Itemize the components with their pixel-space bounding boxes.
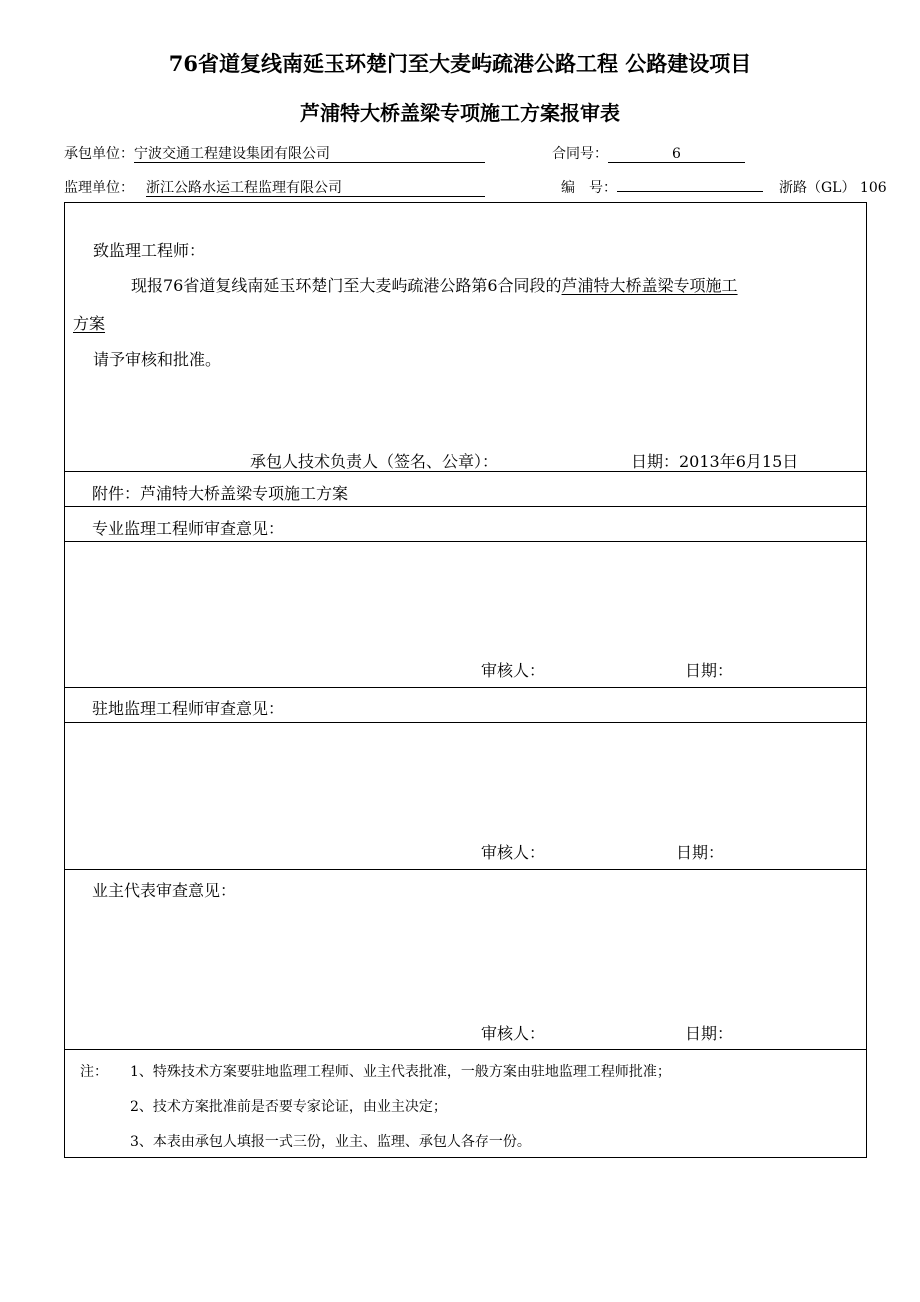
row-divider xyxy=(64,541,867,542)
contractor-value: 宁波交通工程建设集团有限公司 xyxy=(134,146,485,163)
owner-reviewer-label: 审核人： xyxy=(481,1024,546,1043)
serial-label: 编 号： xyxy=(561,180,617,196)
row-divider xyxy=(64,869,867,870)
document-title: 76省道复线南延玉环楚门至大麦屿疏港公路工程 公路建设项目 xyxy=(168,51,752,76)
form-title: 芦浦特大桥盖梁专项施工方案报审表 xyxy=(300,101,620,125)
attachment: 附件：芦浦特大桥盖梁专项施工方案 xyxy=(92,484,349,503)
submission-date: 日期：2013年6月15日 xyxy=(631,452,799,471)
contractor-signer-label: 承包人技术负责人（签名、公章）： xyxy=(250,452,499,471)
note-item: 1、特殊技术方案要驻地监理工程师、业主代表批准，一般方案由驻地监理工程师批准； xyxy=(130,1064,671,1080)
contractor-field xyxy=(64,143,485,163)
row-divider xyxy=(64,687,867,688)
row-divider xyxy=(64,722,867,723)
form-table xyxy=(64,202,867,1158)
row-divider xyxy=(64,1049,867,1050)
professional-reviewer-label: 审核人： xyxy=(481,661,546,680)
plan-name-part1: 芦浦特大桥盖梁专项施工 xyxy=(561,276,738,295)
contract-no-label: 合同号： xyxy=(552,146,608,162)
contract-no-field xyxy=(552,143,745,163)
submission-body xyxy=(131,273,738,296)
form-code: 浙路（GL） 106 xyxy=(779,180,887,196)
professional-review-title: 专业监理工程师审查意见： xyxy=(92,519,285,538)
note-item: 2、技术方案批准前是否要专家论证，由业主决定； xyxy=(130,1099,447,1115)
row-divider xyxy=(64,506,867,507)
serial-field xyxy=(561,177,763,197)
submission-body-text: 现报76省道复线南延玉环楚门至大麦屿疏港公路第6合同段的 xyxy=(131,276,562,295)
contractor-label: 承包单位： xyxy=(64,146,134,162)
supervisor-value: 浙江公路水运工程监理有限公司 xyxy=(146,180,485,197)
owner-review-date: 日期： xyxy=(685,1024,734,1043)
notes-label: 注： xyxy=(80,1064,108,1080)
resident-reviewer-label: 审核人： xyxy=(481,843,546,862)
resident-review-title: 驻地监理工程师审查意见： xyxy=(92,699,285,718)
note-item: 3、本表由承包人填报一式三份，业主、监理、承包人各存一份。 xyxy=(130,1134,531,1150)
supervisor-label: 监理单位： xyxy=(64,180,134,196)
salutation: 致监理工程师： xyxy=(93,241,206,260)
serial-value xyxy=(617,191,763,192)
resident-review-date: 日期： xyxy=(676,843,725,862)
owner-review-title: 业主代表审查意见： xyxy=(92,881,237,900)
plan-name-part2: 方案 xyxy=(73,314,106,333)
supervisor-field xyxy=(64,177,485,197)
approval-request: 请予审核和批准。 xyxy=(93,350,222,369)
contract-no-value: 6 xyxy=(608,146,745,163)
professional-review-date: 日期： xyxy=(685,661,734,680)
